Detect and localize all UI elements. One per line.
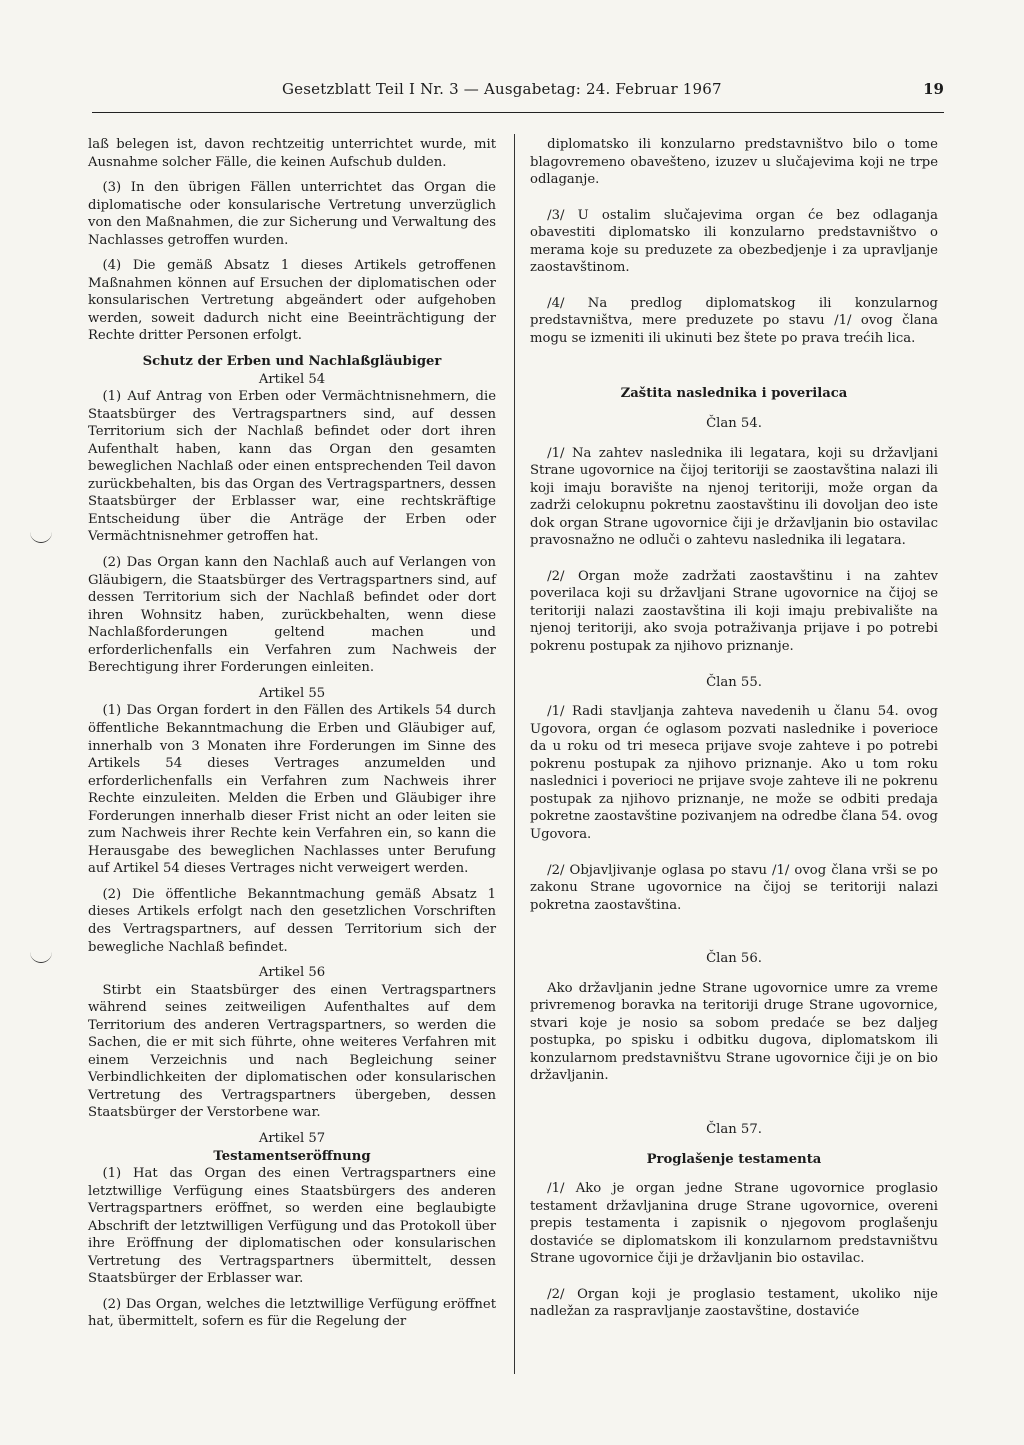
paragraph: Ako državljanin jedne Strane ugovornice umre za vreme privremenog boravka na teritoriji druge Strane ugovornice, stvari koje je nosio sa sobom predaće se bez daljeg postupka, po spisku i odbitku dugova, diplomatskom ili konzularnom predstavništvu Strane ugovornice čiji je on bio državljanin. — [530, 980, 938, 1084]
left-column-german — [88, 136, 496, 1339]
article-title: Član 54. — [706, 416, 762, 432]
paragraph: diplomatsko ili konzularno predstavništvo bilo o tome blagovremeno obavešteno, izuzev u slučajevima koji ne trpe odlaganje. — [530, 137, 938, 188]
page-header — [92, 78, 944, 113]
paragraph: (2) Die öffentliche Bekanntmachung gemäß Absatz 1 dieses Artikels erfolgt nach den gesetzlichen Vorschriften des Vertragspartners, auf dessen Territorium sich der bewegliche Nachlaß befindet. — [88, 886, 496, 955]
spacer — [530, 932, 938, 942]
paragraph: (3) In den übrigen Fällen unterrichtet das Organ die diplomatische oder konsularische Vertretung unverzüglich von den Maßnahmen, die zur Sicherung und Verwaltung des Nachlasses getroffen wurden. — [88, 180, 496, 248]
margin-mark — [30, 532, 52, 543]
paragraph: /1/ Radi stavljanja zahteva navedenih u članu 54. ovog Ugovora, organ će oglasom pozvati naslednike i poverioce da u roku od tri meseca prijave svoje zahteve i po potrebi pokrenu postupak za njihovo priznanje. Ako u tom roku naslednici i poverioci ne prijave svoje zahteve ili ne pokrenu postupak za njihovo priznanje, ne može se odbiti predaja pokretne zaostavštine pozivanjem na odredbe člana 54. ovog Ugovora. — [530, 704, 938, 842]
paragraph: (2) Das Organ kann den Nachlaß auch auf Verlangen von Gläubigern, die Staatsbürger des Vertragspartners sind, auf dessen Territorium sich der Nachlaß befindet oder dort ihren Wohnsitz haben, zurückbehalten, wenn diese Nachlaßforderungen geltend machen und erforderlichenfalls ein Verfahren zum Nachweis der Berechtigung ihrer Forderungen einleiten. — [88, 555, 496, 676]
article-title: Član 57. — [706, 1121, 762, 1137]
section-heading: Testamentseröffnung — [213, 1148, 371, 1164]
paragraph: /4/ Na predlog diplomatskog ili konzularnog predstavništva, mere preduzete po stavu /1/ ovog člana mogu se izmeniti ili ukinuti bez štete po prava trećih lica. — [530, 295, 938, 346]
article-title: Artikel 57 — [258, 1130, 326, 1146]
paragraph: /2/ Organ koji je proglasio testament, ukoliko nije nadležan za raspravljanje zaostavštine, dostaviće — [530, 1286, 938, 1320]
spacer — [530, 365, 938, 375]
paragraph: /2/ Organ može zadržati zaostavštinu i na zahtev poverilaca koji su državljani Strane ugovornice na čijoj se teritoriji nalazi zaostavština ili koji imaju prebivalište na njenoj teritoriji, ako svoja potraživanja prijave i po potrebi pokrenu postupak za njihovo priznanje. — [530, 568, 938, 655]
paragraph: laß belegen ist, davon rechtzeitig unterrichtet wurde, mit Ausnahme solcher Fälle, die keinen Aufschub dulden. — [88, 137, 496, 170]
section-heading: Zaštita naslednika i poverilaca — [620, 386, 848, 402]
right-column-serbian — [530, 136, 938, 1339]
paragraph: (2) Das Organ, welches die letztwillige Verfügung eröffnet hat, übermittelt, sofern es für die Regelung der — [88, 1296, 496, 1330]
section-heading: Schutz der Erben und Nachlaßgläubiger — [142, 354, 442, 370]
paragraph: /1/ Na zahtev naslednika ili legatara, koji su državljani Strane ugovornice na čijoj teritoriji se zaostavština nalazi ili koji imaju boravište na njenoj teritoriji, može organ da zadrži celokupnu pokretnu zaostavštinu ili dovoljan deo iste dok organ Strane ugovornice čiji je državljanin bio ostavilac pravosnažno ne odluči o zahtevu naslednika ili legatara. — [530, 445, 938, 549]
paragraph: (1) Hat das Organ des einen Vertragspartners eine letztwillige Verfügung eines Staatsbürgers des anderen Vertragspartners eröffnet, so werden eine beglaubigte Abschrift der letztwilligen Verfügung und das Protokoll über ihre Eröffnung der diplomatischen oder konsularischen Vertretung des Vertragspartners übermittelt, dessen Staatsbürger der Erblasser war. — [88, 1166, 496, 1287]
paragraph: /3/ U ostalim slučajevima organ će bez odlaganja obavestiti diplomatsko ili konzularno predstavništvo o merama koje su preduzete za obezbedjenje i za upravljanje zaostavštinom. — [530, 207, 938, 276]
header-title: Gesetzblatt Teil I Nr. 3 — Ausgabetag: 24. Februar 1967 — [282, 80, 722, 98]
paragraph: (1) Auf Antrag von Erben oder Vermächtnisnehmern, die Staatsbürger des Vertragspartners sind, auf dessen Territorium sich der Nachlaß befindet oder dort ihren Aufenthalt haben, kann das Organ den gesamten beweglichen Nachlaß oder einen entsprechenden Teil davon zurückbehalten, bis das Organ des Vertragspartners, dessen Staatsbürger der Erblasser war, eine rechtskräftige Entscheidung über die Anträge der Erben oder Vermächtnisnehmer getroffen hat. — [88, 389, 496, 545]
article-title: Član 56. — [706, 951, 762, 967]
paragraph: /2/ Objavljivanje oglasa po stavu /1/ ovog člana vrši se po zakonu Strane ugovornice na čijoj se teritoriji nalazi pokretna zaostavština. — [530, 862, 938, 913]
paragraph: (4) Die gemäß Absatz 1 dieses Artikels getroffenen Maßnahmen können auf Ersuchen der diplomatischen oder konsularischen Vertretung abgeändert oder aufgehoben werden, soweit dadurch nicht eine Beeinträchtigung der Rechte dritter Personen erfolgt. — [88, 258, 496, 344]
article-title: Član 55. — [706, 674, 762, 690]
paragraph: Stirbt ein Staatsbürger des einen Vertragspartners während seines zeitweiligen Aufenthaltes auf dem Territorium des anderen Vertragspartners, so werden die Sachen, die er mit sich führte, ohne weiteres Verfahren mit einem Verzeichnis und nach Begleichung seiner Verbindlichkeiten der diplomatischen oder konsularischen Vertretung des Vertragspartners übergeben, dessen Staatsbürger der Verstorbene war. — [88, 982, 496, 1121]
article-title: Artikel 56 — [258, 965, 326, 981]
article-title: Artikel 54 — [258, 371, 326, 387]
paragraph: (1) Das Organ fordert in den Fällen des Artikels 54 durch öffentliche Bekanntmachung die Erben und Gläubiger auf, innerhalb von 3 Monaten ihre Forderungen im Sinne des Artikels 54 dieses Vertrages anzumelden und erforderlichenfalls ein Verfahren zum Nachweis ihrer Rechte einzuleiten. Melden die Erben und Gläubiger ihre Forderungen innerhalb dieser Frist nicht an oder leiten sie zum Nachweis ihrer Rechte kein Verfahren ein, so kann die Herausgabe des beweglichen Nachlasses unter Berufung auf Artikel 54 dieses Vertrages nicht verweigert werden. — [88, 703, 496, 877]
spacer — [530, 1103, 938, 1113]
column-divider — [514, 134, 515, 1374]
page-number: 19 — [923, 80, 944, 98]
paragraph: /1/ Ako je organ jedne Strane ugovornice proglasio testament državljanina druge Strane ugovornice, overeni prepis testamenta i zapisnik o njegovom proglašenju dostaviće se diplomatskom ili konzularnom predstavništvu Strane ugovornice čiji je državljanin bio ostavilac. — [530, 1181, 938, 1267]
margin-mark — [30, 952, 52, 963]
section-heading: Proglašenje testamenta — [646, 1151, 822, 1167]
article-title: Artikel 55 — [258, 685, 326, 701]
